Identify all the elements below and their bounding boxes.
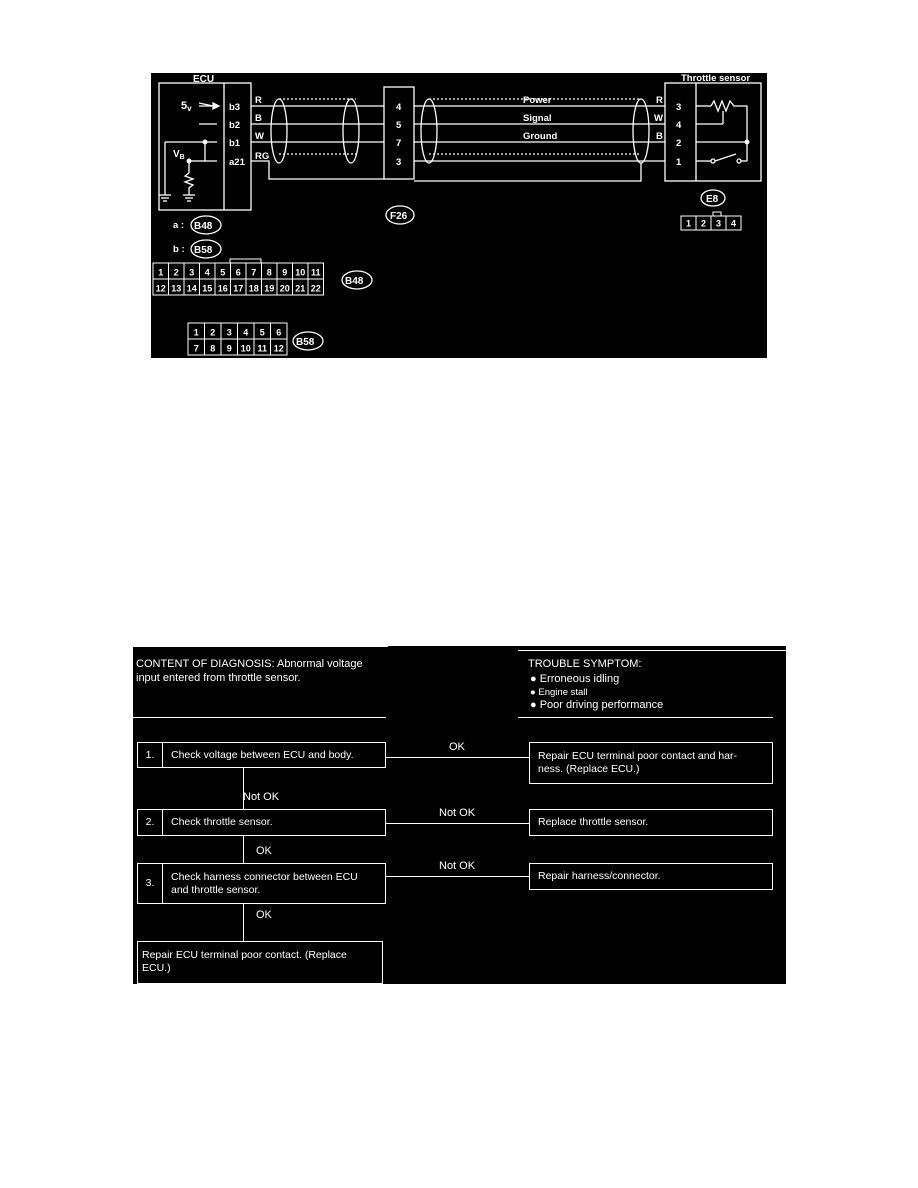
connector-key-tab [230, 259, 261, 263]
step-1-box [137, 742, 386, 768]
e8-terminal-number: 4 [730, 218, 737, 229]
step-number: 3. [138, 864, 163, 903]
divider [518, 717, 773, 718]
content-of-diagnosis-line2: input entered from throttle sensor. [136, 672, 301, 684]
ecu-pin-b1: b1 [229, 138, 241, 149]
legend-a: a : [173, 220, 185, 231]
result-2-box: Replace throttle sensor. [529, 809, 773, 836]
result-3-box: Repair harness/connector. [529, 863, 773, 890]
sensor-pin-4: 4 [676, 120, 682, 131]
ecu-pin-a21: a21 [229, 157, 245, 168]
wire-color-b-left: B [255, 113, 262, 124]
b48-terminal-number: 11 [310, 267, 321, 278]
wiring-svg [151, 73, 767, 358]
b48-terminal-number: 4 [204, 267, 210, 278]
symptom-item: ● Poor driving performance [530, 699, 664, 711]
b48-terminal-number: 3 [189, 267, 195, 278]
b48-terminal-number: 17 [233, 283, 244, 294]
edge-label-not-ok: Not OK [439, 860, 476, 872]
b58-connector-label: B58 [296, 337, 315, 348]
supply-5v-label: 5v [181, 100, 192, 113]
b48-terminal-number: 22 [310, 283, 321, 294]
sensor-pin-1: 1 [676, 157, 682, 168]
result-1-box: Repair ECU terminal poor contact and har- ness. (Replace ECU.) [529, 742, 773, 784]
step-2-box [137, 809, 386, 836]
trouble-symptom-heading: TROUBLE SYMPTOM: [528, 658, 642, 670]
b48-terminal-number: 14 [186, 283, 197, 294]
wire-color-w-right: W [654, 113, 663, 124]
step-text: Check voltage between ECU and body. [171, 748, 354, 761]
connector-key-tab [713, 212, 721, 216]
b58-terminal-number: 2 [210, 327, 216, 338]
b58-terminal-number: 1 [193, 327, 199, 338]
edge-label-ok: OK [256, 909, 272, 921]
legend-b: b : [173, 244, 185, 255]
b58-terminal-number: 10 [240, 343, 251, 354]
wire-color-r-right: R [656, 95, 663, 106]
sensor-pin-2: 2 [676, 138, 682, 149]
b48-connector-label: B48 [345, 276, 364, 287]
divider [133, 646, 388, 647]
b48-terminal-number: 16 [217, 283, 228, 294]
divider [133, 717, 386, 718]
step-number: 2. [138, 810, 163, 835]
step-3-box [137, 863, 386, 904]
connector-line [386, 823, 529, 824]
b48-terminal-number: 13 [171, 283, 182, 294]
b48-terminal-number: 2 [173, 267, 179, 278]
divider [518, 650, 786, 651]
connector-line [243, 904, 244, 941]
b48-terminal-number: 5 [220, 267, 226, 278]
b58-terminal-number: 5 [259, 327, 265, 338]
connector-line [386, 876, 529, 877]
wire-color-rg-left: RG [255, 151, 270, 162]
sensor-title: Throttle sensor [681, 73, 751, 84]
b48-terminal-number: 18 [248, 283, 259, 294]
signal-label-power: Power [523, 95, 552, 106]
step-text: Check throttle sensor. [171, 816, 273, 828]
symptom-item: ● Erroneous idling [530, 673, 620, 685]
b58-terminal-number: 11 [257, 343, 268, 354]
f26-pin-5: 5 [396, 120, 402, 131]
b48-terminal-number: 1 [158, 267, 164, 278]
b48-terminal-number: 6 [235, 267, 241, 278]
b58-terminal-number: 6 [276, 327, 282, 338]
legend-b-b58: B58 [194, 245, 213, 256]
f26-pin-4: 4 [396, 102, 402, 113]
b48-terminal-number: 21 [295, 283, 306, 294]
sensor-pin-3: 3 [676, 102, 682, 113]
f26-pin-3: 3 [396, 157, 402, 168]
e8-terminal-number: 2 [700, 218, 707, 229]
connector-line [386, 757, 529, 758]
connector-terminal-grids [153, 212, 741, 355]
step-number: 1. [138, 743, 163, 767]
edge-label-not-ok: Not OK [439, 807, 476, 819]
signal-label-signal: Signal [523, 113, 552, 124]
ecu-title: ECU [193, 74, 215, 85]
b58-terminal-number: 4 [243, 327, 249, 338]
content-of-diagnosis: CONTENT OF DIAGNOSIS: Abnormal voltage [136, 658, 363, 670]
wire-color-b-right: B [656, 131, 663, 142]
b48-terminal-number: 19 [264, 283, 275, 294]
e8-terminal-number: 1 [685, 218, 692, 229]
b48-terminal-number: 12 [155, 283, 166, 294]
step-text: Check harness connector between ECU and throttle sensor. [171, 870, 358, 896]
b48-terminal-number: 15 [202, 283, 213, 294]
b58-terminal-number: 9 [226, 343, 232, 354]
b48-terminal-number: 7 [251, 267, 257, 278]
legend-a-b48: B48 [194, 221, 213, 232]
f26-label: F26 [390, 211, 408, 222]
b58-terminal-number: 12 [273, 343, 284, 354]
connector-line [243, 836, 244, 863]
e8-terminal-number: 3 [715, 218, 722, 229]
diagnosis-flowchart [133, 646, 786, 984]
f26-pin-7: 7 [396, 138, 402, 149]
ecu-pin-b2: b2 [229, 120, 241, 131]
edge-label-not-ok: Not OK [243, 791, 280, 803]
b58-terminal-number: 7 [193, 343, 199, 354]
b48-terminal-number: 10 [295, 267, 306, 278]
signal-label-ground: Ground [523, 131, 558, 142]
edge-label-ok: OK [256, 845, 272, 857]
edge-label-ok: OK [449, 741, 465, 753]
e8-label: E8 [706, 194, 719, 205]
b48-terminal-number: 9 [282, 267, 288, 278]
ecu-pin-b3: b3 [229, 102, 241, 113]
b48-terminal-number: 8 [266, 267, 272, 278]
supply-vb-label: $V_B$ [173, 149, 185, 161]
b58-terminal-number: 3 [226, 327, 232, 338]
symptom-item: ● Engine stall [530, 687, 588, 698]
wire-color-w-left: W [255, 131, 264, 142]
b58-terminal-number: 8 [210, 343, 216, 354]
final-box: Repair ECU terminal poor contact. (Replace ECU.) [137, 941, 383, 984]
wiring-diagram [151, 73, 767, 358]
wire-color-r-left: R [255, 95, 262, 106]
b48-terminal-number: 20 [279, 283, 290, 294]
